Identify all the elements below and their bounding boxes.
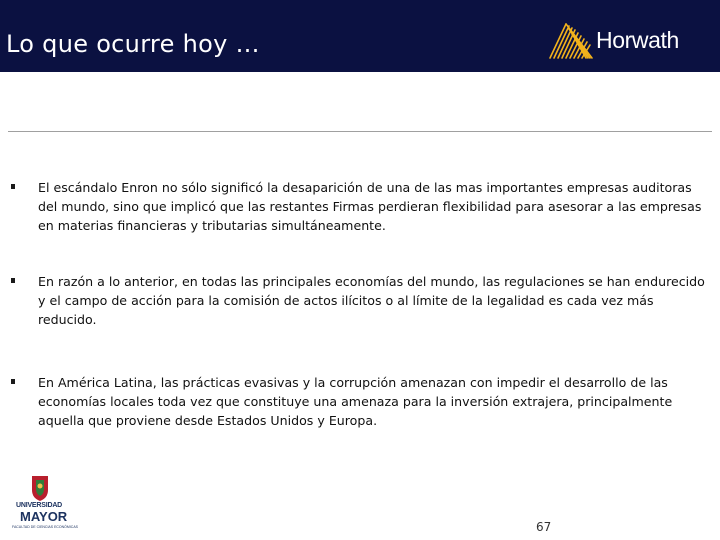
horwath-logo-text: Horwath (596, 27, 679, 53)
page-number: 67 (536, 520, 552, 534)
slide-title: Lo que ocurre hoy … (6, 30, 260, 58)
university-name-line1: UNIVERSIDAD (16, 502, 63, 509)
university-name-line2: MAYOR (20, 509, 68, 524)
horwath-logo-mark-icon (546, 18, 596, 64)
universidad-mayor-logo (12, 474, 76, 532)
horwath-logo (546, 18, 706, 64)
university-tagline: FACULTAD DE CIENCIAS ECONÓMICAS (12, 525, 78, 529)
divider-line (8, 131, 712, 132)
bullet-marker-icon (11, 278, 15, 283)
bullet-text: En razón a lo anterior, en todas las principales economías del mundo, las regulaciones se han endurecido y el campo de acción para la comisión de actos ilícitos o al límite de la legalidad es cada vez más reducido. (38, 274, 705, 327)
university-crest-icon (12, 474, 76, 502)
header-bar (0, 0, 720, 72)
bullet-marker-icon (11, 184, 15, 189)
bullet-text: El escándalo Enron no sólo significó la desaparición de una de las mas importantes empresas auditoras del mundo, sino que implicó que las restantes Firmas perdieran flexibilidad para asesorar a las empresas en materias financieras y tributarias simultáneamente. (38, 180, 702, 233)
bullet-text: En América Latina, las prácticas evasivas y la corrupción amenazan con impedir el desarrollo de las economías locales toda vez que constituye una amenaza para la inversión extrajera, principalmente aquella que proviene desde Estados Unidos y Europa. (38, 375, 673, 428)
bullet-marker-icon (11, 379, 15, 384)
